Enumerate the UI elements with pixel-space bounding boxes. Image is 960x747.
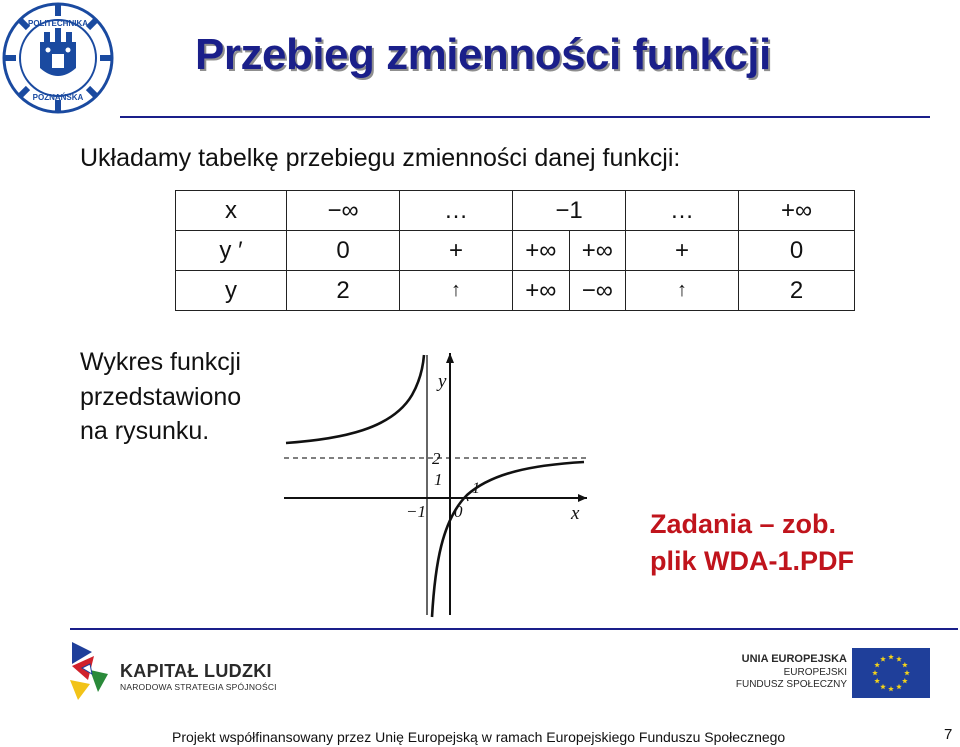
table-cell: −∞ xyxy=(569,271,626,311)
table-cell: +∞ xyxy=(569,231,626,271)
tasks-line: Zadania – zob. xyxy=(650,509,837,539)
table-cell: −1 xyxy=(513,191,626,231)
table-cell: 2 xyxy=(287,271,400,311)
table-cell: 0 xyxy=(739,231,855,271)
table-cell: x xyxy=(176,191,287,231)
eu-line: EUROPEJSKI xyxy=(783,667,847,678)
table-cell: y ′ xyxy=(176,231,287,271)
table-cell: … xyxy=(626,191,739,231)
eu-line: FUNDUSZ SPOŁECZNY xyxy=(735,679,847,690)
table-cell: y xyxy=(176,271,287,311)
caption-line: Wykres funkcji xyxy=(80,348,241,376)
page-number: 7 xyxy=(944,726,953,743)
title-divider xyxy=(120,116,930,118)
kl-title: KAPITAŁ LUDZKI xyxy=(120,661,272,681)
variation-table xyxy=(175,190,855,311)
tasks-line: plik WDA-1.PDF xyxy=(650,546,855,577)
university-logo xyxy=(2,2,114,114)
up-arrow-icon: ↑ xyxy=(626,271,739,311)
up-arrow-icon: ↑ xyxy=(400,271,513,311)
graph-caption xyxy=(80,345,241,449)
x-axis-label: x xyxy=(571,503,580,524)
footer-divider xyxy=(70,628,958,630)
page-title: Przebieg zmienności funkcji xyxy=(195,30,771,79)
table-row-x xyxy=(176,191,855,231)
y-axis-label: y xyxy=(438,371,447,392)
table-cell: +∞ xyxy=(513,231,570,271)
tick-y-1: 1 xyxy=(434,470,443,489)
table-cell: 0 xyxy=(287,231,400,271)
eu-flag-icon xyxy=(852,648,930,698)
table-row-y xyxy=(176,271,855,311)
eu-text xyxy=(700,653,847,690)
tick-y-2: 2 xyxy=(432,449,441,468)
table-cell: … xyxy=(400,191,513,231)
tick-x-minus1: −1 xyxy=(406,502,426,521)
table-row-yprime xyxy=(176,231,855,271)
kapital-ludzki-logo-icon xyxy=(68,640,112,702)
function-graph xyxy=(282,345,592,620)
project-funding-text: Projekt współfinansowany przez Unię Europejską w ramach Europejskiego Funduszu Społecznego xyxy=(172,729,786,745)
caption-line: na rysunku. xyxy=(80,417,210,445)
table-cell: + xyxy=(400,231,513,271)
intro-text: Układamy tabelkę przebiegu zmienności danej funkcji: xyxy=(80,144,681,172)
table-cell: 2 xyxy=(739,271,855,311)
table-cell: +∞ xyxy=(739,191,855,231)
logo-text-bottom: POZNAŃSKA xyxy=(32,93,84,102)
table-cell: +∞ xyxy=(513,271,570,311)
caption-line: przedstawiono xyxy=(80,382,242,411)
tasks-note xyxy=(650,506,854,581)
logo-text-top: POLITECHNIKA xyxy=(28,19,88,28)
point-label: 1 xyxy=(472,480,480,497)
eu-line: UNIA EUROPEJSKA xyxy=(741,653,847,665)
table-cell: + xyxy=(626,231,739,271)
table-cell: −∞ xyxy=(287,191,400,231)
origin-label: 0 xyxy=(454,502,463,521)
kl-subtitle: NARODOWA STRATEGIA SPÓJNOŚCI xyxy=(120,682,277,692)
